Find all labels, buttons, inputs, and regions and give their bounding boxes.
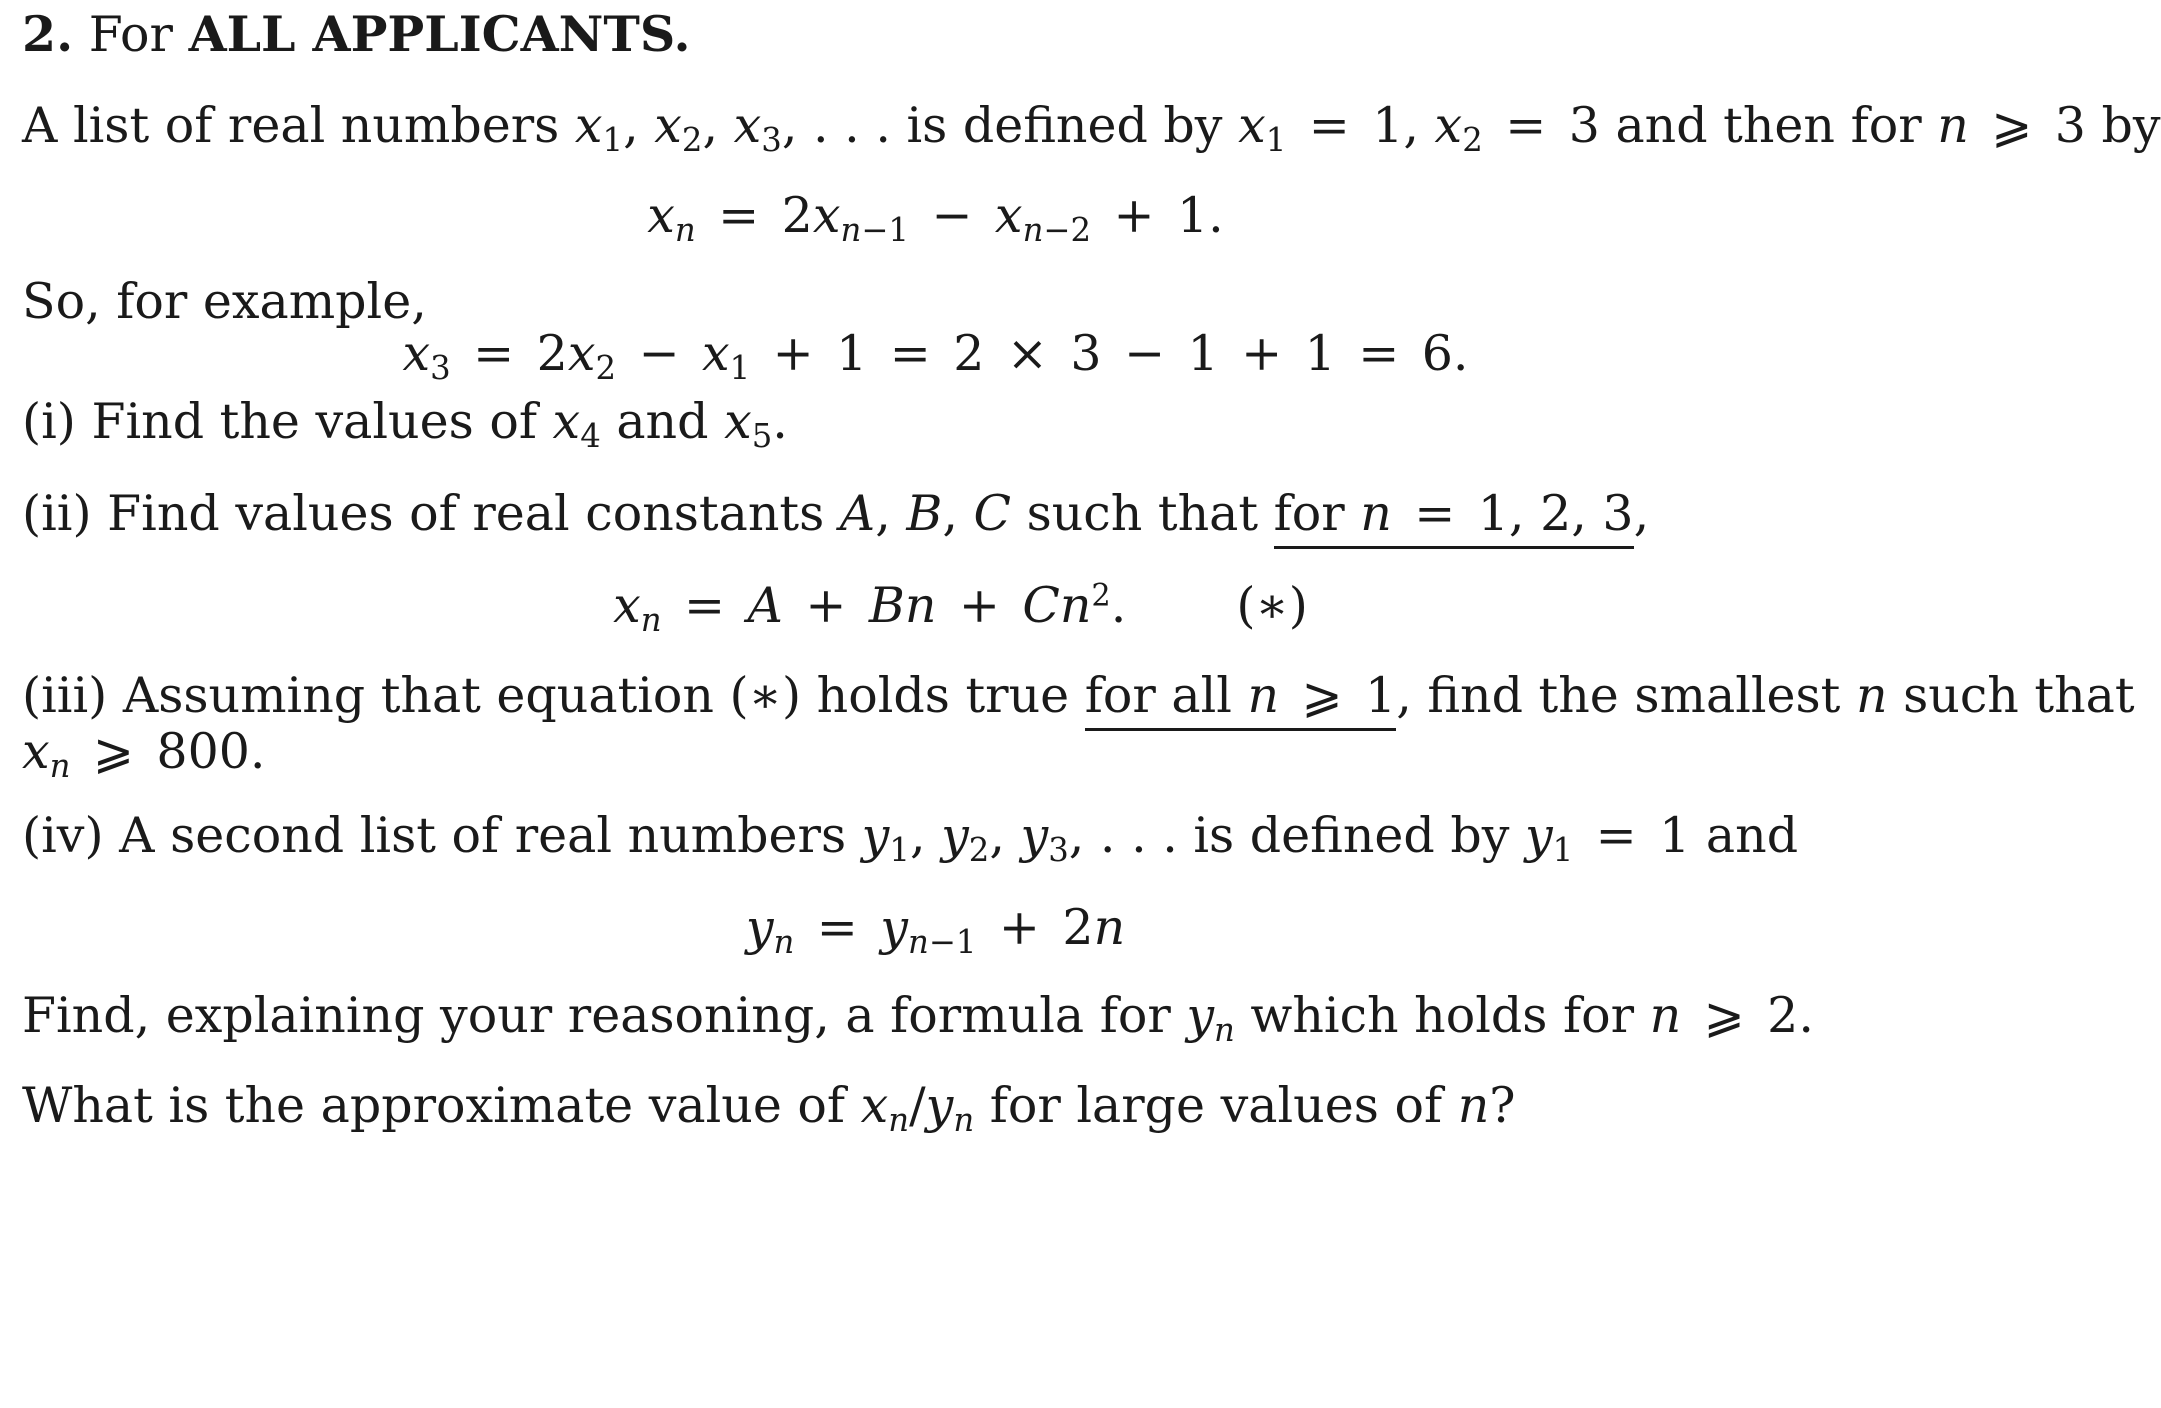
part-i: (i) Find the values of $x_4$ and $x_5$. — [22, 393, 788, 456]
example-lead: So, for example, — [22, 273, 427, 330]
part-iii-label: (iii) — [22, 667, 108, 724]
part-iii: (iii) Assuming that equation (∗) holds true for all n ⩾ 1, find the smallest n such that — [22, 666, 1911, 726]
part-ii: (ii) Find values of real constants A, B, C such that for n = 1, 2, 3, — [22, 484, 1911, 544]
y-sequence: $y_1$, $y_2$, $y_3$, . . . — [861, 807, 1178, 870]
equation-tag: (∗) — [1236, 577, 1308, 634]
recurrence-formula: $x_n = 2x_{n-1} - x_{n-2} + 1$. — [647, 187, 1224, 250]
intro-text: A list of real numbers $x_1$, $x_2$, $x_3$, . . . is defined by $x_1 = 1$, $x_2 = 3$ and then for n ⩾ 3 by — [22, 97, 2161, 160]
part-iv-label: (iv) — [22, 807, 104, 864]
part-ii-label: (ii) — [22, 485, 92, 542]
x-sequence: $x_1$, $x_2$, $x_3$, . . . — [574, 97, 891, 160]
example-formula: $x_3 = 2x_2 - x_1 + 1 = 2 \times 3 - 1 + 1 = 6$. — [402, 325, 1469, 388]
quadratic-formula: $x_n = A + Bn + Cn^2$. (∗) — [613, 577, 1308, 640]
for-label: For — [88, 6, 173, 63]
find-formula-text: Find, explaining your reasoning, a formula for $y_n$ which holds for n ⩾ 2. — [22, 987, 1814, 1050]
underlined-for-all: for all n ⩾ 1 — [1085, 667, 1396, 731]
x2-def: $x_2 = 3$ — [1434, 97, 1600, 160]
problem-number: 2. — [22, 5, 74, 63]
underlined-condition: for n = 1, 2, 3 — [1274, 485, 1634, 549]
part-i-label: (i) — [22, 393, 76, 450]
x1-def: $x_1 = 1$, — [1238, 97, 1419, 160]
applicants-heading: ALL APPLICANTS. — [188, 5, 691, 63]
y-recurrence-formula: $y_n = y_{n-1} + 2n$ — [745, 899, 1126, 962]
part-iii-condition: $x_n$ ⩾ 800. — [22, 723, 266, 786]
ratio-question: What is the approximate value of $x_n/y_n$ for large values of n? — [22, 1077, 1516, 1140]
n-condition: n ⩾ 3 — [1937, 97, 2086, 154]
part-iv: (iv) A second list of real numbers $y_1$, $y_2$, $y_3$, . . . is defined by $y_1 = 1$ and — [22, 807, 1799, 870]
problem-heading — [22, 4, 1911, 65]
